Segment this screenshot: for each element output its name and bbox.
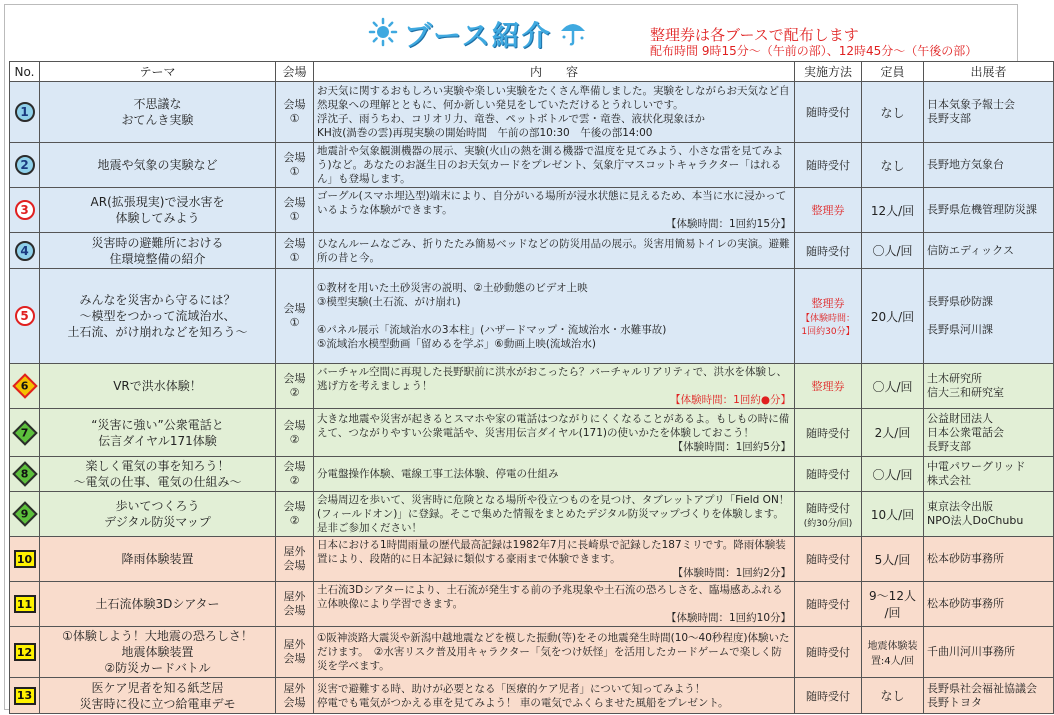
experience-duration: 【体験時間：1回約15分】 (665, 218, 791, 230)
booth-capacity: 5人/回 (862, 537, 924, 582)
table-row (10, 143, 1054, 188)
method-note: (約30分/回) (803, 518, 853, 529)
booth-capacity: なし (862, 82, 924, 143)
booth-number-cell (10, 188, 40, 233)
booth-method (795, 82, 862, 143)
booth-description: 大きな地震や災害が起きるとスマホや家の電話はつながりにくくなることがあるよ。もしもの時に備えて、つながりやすい公衆電話や、災害用伝言ダイヤル(171)の使いかたを体験しておこう！ 【体験時間：1回約5分】 (314, 409, 795, 457)
booth-theme: みんなを災害から守るには？ ～模型をつかって流域治水、 土石流、がけ崩れなどを知ろう～ (40, 269, 276, 364)
booth-number-cell (10, 627, 40, 678)
table-row (10, 188, 1054, 233)
number-circle-badge: 3 (15, 200, 35, 220)
booth-theme: ①体験しよう！大地震の恐ろしさ！ 地震体験装置 ②防災カードバトル (40, 627, 276, 678)
booth-venue: 会場① (276, 233, 314, 269)
booth-description: ひなんルームなごみ、折りたたみ簡易ベッドなどの防災用品の展示。災害用簡易トイレの実演。避難所の昔と今。 (314, 233, 795, 269)
booth-exhibitor: 松本砂防事務所 (924, 537, 1054, 582)
page-title-block (368, 14, 588, 54)
booth-number-cell (10, 492, 40, 537)
booth-description: ゴーグル(スマホ埋込型)端末により、自分がいる場所が浸水状態に見えるため、本当に水に浸かっているような体験ができます。 【体験時間：1回約15分】 (314, 188, 795, 233)
booth-number-cell (10, 269, 40, 364)
booth-venue: 会場② (276, 409, 314, 457)
booth-description: 日本における1時間雨量の歴代最高記録は1982年7月に長崎県で記録した187ミリです。降雨体験装置により、段階的に日本記録に類似する豪雨まで体験できます。 【体験時間：1回約2分】 (314, 537, 795, 582)
booth-description: 会場周辺を歩いて、災害時に危険となる場所や役立つものを見つけ、タブレットアプリ「Field ON！(フィールドオン)」に登録。そこで集めた情報をまとめたデジタル防災マップづくりを体験します。是非ご参加ください！ (314, 492, 795, 537)
col-method: 実施方法 (795, 62, 862, 82)
number-circle-badge: 4 (15, 241, 35, 261)
table-row (10, 537, 1054, 582)
ticket-notice: 整理券は各ブースで配布します (650, 26, 859, 44)
method-label: 随時受付 (806, 244, 850, 258)
booth-theme: 災害時の避難所における 住環境整備の紹介 (40, 233, 276, 269)
booth-venue: 会場② (276, 492, 314, 537)
booth-table (9, 61, 1054, 714)
number-diamond-badge: 9 (12, 501, 37, 526)
booth-theme: 楽しく電気の事を知ろう！ ～電気の仕事、電気の仕組み～ (40, 457, 276, 492)
table-row (10, 492, 1054, 537)
booth-theme: 医ケア児者を知る紙芝居 災害時に役に立つ給電車デモ (40, 678, 276, 714)
booth-venue: 屋外 会場 (276, 582, 314, 627)
method-label: 随時受付 (806, 468, 850, 481)
booth-description: ①阪神淡路大震災や新潟中越地震などを模した振動(等)をその地震発生時間(10～40秒程度)体験いただけます。 ②水害リスク普及用キャラクター「気をつけ妖怪」を活用したカードゲームで楽しく防災を学べます。 (314, 627, 795, 678)
booth-method (795, 233, 862, 269)
method-label: 随時受付 (806, 646, 850, 659)
col-venue: 会場 (276, 62, 314, 82)
booth-method (795, 188, 862, 233)
booth-venue: 会場① (276, 188, 314, 233)
booth-theme: 歩いてつくろう デジタル防災マップ (40, 492, 276, 537)
number-square-badge: 11 (14, 595, 36, 613)
method-label: 随時受付 (806, 159, 850, 172)
booth-capacity: なし (862, 143, 924, 188)
booth-exhibitor: 中電パワーグリッド 株式会社 (924, 457, 1054, 492)
booth-description: お天気に関するおもしろい実験や楽しい実験をたくさん準備しました。実験をしながらお天気など自然現象への理解とともに、何か新しい発見をしていただけるとうれしいです。 浮沈子、雨うちわ、コリオリ力、竜巻、ペットボトルで雲・竜巻、液状化現象ほか KH波(渦巻の雲)再現実験の開始時間 午前の部10:30 午後の部14:00 (314, 82, 795, 143)
method-label: 整理券 (811, 297, 845, 310)
booth-method (795, 364, 862, 409)
booth-method (795, 457, 862, 492)
booth-venue: 屋外 会場 (276, 537, 314, 582)
booth-venue: 会場① (276, 143, 314, 188)
booth-number-cell (10, 457, 40, 492)
booth-venue: 屋外 会場 (276, 627, 314, 678)
booth-theme: AR(拡張現実)で浸水害を 体験してみよう (40, 188, 276, 233)
booth-capacity: 12人/回 (862, 188, 924, 233)
booth-exhibitor: 千曲川河川事務所 (924, 627, 1054, 678)
table-row (10, 269, 1054, 364)
booth-theme: 土石流体験3Dシアター (40, 582, 276, 627)
booth-method (795, 627, 862, 678)
booth-exhibitor: 長野県社会福祉協議会 長野トヨタ (924, 678, 1054, 714)
experience-duration: 【体験時間：1回約2分】 (672, 567, 791, 579)
booth-description: 災害で避難する時、助けが必要となる「医療的ケア児者」について知ってみよう！ 停電でも電気がつかえる車を見てみよう！ 車の電気でふくらませた風船をプレゼント。 (314, 678, 795, 714)
method-label: 随時受付 (806, 426, 850, 440)
number-circle-badge: 1 (15, 102, 35, 122)
booth-venue: 屋外 会場 (276, 678, 314, 714)
method-label: 随時受付 (806, 501, 850, 515)
booth-capacity: 〇人/回 (862, 364, 924, 409)
booth-description: 土石流3Dシアターにより、土石流が発生する前の予兆現象や土石流の恐ろしさを、臨場感あふれる立体映像により学習できます。 【体験時間：1回約10分】 (314, 582, 795, 627)
table-row (10, 409, 1054, 457)
booth-method (795, 678, 862, 714)
booth-number-cell (10, 409, 40, 457)
booth-theme: 地震や気象の実験など (40, 143, 276, 188)
booth-number-cell (10, 82, 40, 143)
col-no: No. (10, 62, 40, 82)
booth-description: 地震計や気象観測機器の展示、実験(火山の熱を測る機器で温度を見てみよう、小さな雷を見てみよう)など。あなたのお誕生日のお天気カードをプレゼント、気象庁マスコットキャラクター「はれるん」も登場します。 (314, 143, 795, 188)
table-row (10, 457, 1054, 492)
booth-exhibitor: 松本砂防事務所 (924, 582, 1054, 627)
booth-exhibitor: 日本気象予報士会 長野支部 (924, 82, 1054, 143)
booth-capacity: 〇人/回 (862, 457, 924, 492)
booth-exhibitor: 長野県砂防課 長野県河川課 (924, 269, 1054, 364)
number-circle-badge: 2 (15, 155, 35, 175)
col-exhibitor: 出展者 (924, 62, 1054, 82)
method-note: 【体験時間： 1回約30分】 (800, 314, 855, 337)
booth-theme: 降雨体験装置 (40, 537, 276, 582)
method-label: 随時受付 (806, 553, 850, 566)
sun-icon (368, 17, 398, 51)
table-row (10, 627, 1054, 678)
booth-exhibitor: 東京法令出版 NPO法人DoChubu (924, 492, 1054, 537)
booth-venue: 会場② (276, 457, 314, 492)
booth-description: 分電盤操作体験、電線工事工法体験、停電の仕組み (314, 457, 795, 492)
booth-number-cell (10, 364, 40, 409)
booth-number-cell (10, 537, 40, 582)
booth-description: バーチャル空間に再現した長野駅前に洪水がおこったら？バーチャルリアリティで、洪水を体験し、逃げ方を考えましょう！ 【体験時間：1回約●分】 (314, 364, 795, 409)
booth-venue: 会場① (276, 82, 314, 143)
col-theme: テーマ (40, 62, 276, 82)
number-circle-badge: 5 (15, 306, 35, 326)
method-label: 随時受付 (806, 598, 850, 611)
booth-exhibitor: 長野県危機管理防災課 (924, 188, 1054, 233)
page-title: ブース紹介 (404, 19, 552, 52)
booth-number-cell (10, 143, 40, 188)
experience-duration: 【体験時間：1回約5分】 (672, 440, 791, 453)
ticket-time: 配布時間 9時15分～（午前の部）、12時45分～（午後の部） (650, 44, 978, 58)
booth-capacity: なし (862, 678, 924, 714)
booth-number-cell (10, 233, 40, 269)
booth-venue: 会場① (276, 269, 314, 364)
experience-duration: 【体験時間：1回約10分】 (665, 612, 791, 624)
booth-theme: VRで洪水体験！ (40, 364, 276, 409)
header-row (10, 62, 1054, 82)
booth-capacity: 地震体験装置:4人/回 (862, 627, 924, 678)
table-row (10, 233, 1054, 269)
booth-method (795, 537, 862, 582)
booth-theme: 不思議な おてんき実験 (40, 82, 276, 143)
header (0, 0, 1024, 62)
number-diamond-badge: 8 (12, 461, 37, 486)
booth-method (795, 582, 862, 627)
table-row (10, 82, 1054, 143)
booth-method (795, 269, 862, 364)
col-content: 内 容 (314, 62, 795, 82)
number-square-badge: 12 (14, 643, 36, 661)
booth-venue: 会場② (276, 364, 314, 409)
booth-method (795, 492, 862, 537)
table-row (10, 364, 1054, 409)
method-label: 整理券 (811, 380, 845, 393)
booth-capacity: 2人/回 (862, 409, 924, 457)
number-square-badge: 10 (14, 550, 36, 568)
booth-exhibitor: 公益財団法人 日本公衆電話会 長野支部 (924, 409, 1054, 457)
booth-capacity: 20人/回 (862, 269, 924, 364)
table-row (10, 678, 1054, 714)
method-label: 随時受付 (806, 106, 850, 119)
booth-description: ①教材を用いた土砂災害の説明、②土砂動態のビデオ上映 ③模型実験(土石流、がけ崩れ) ④パネル展示「流域治水の3本柱」(ハザードマップ・流域治水・水難事故) ⑤流域治水模型動画「留めるを学ぶ」⑥動画上映(流域治水) (314, 269, 795, 364)
booth-exhibitor: 長野地方気象台 (924, 143, 1054, 188)
method-label: 随時受付 (806, 689, 850, 703)
booth-method (795, 409, 862, 457)
number-diamond-badge: 6 (12, 373, 37, 398)
booth-number-cell (10, 678, 40, 714)
table-row (10, 582, 1054, 627)
booth-capacity: 10人/回 (862, 492, 924, 537)
experience-duration: 【体験時間：1回約●分】 (670, 394, 791, 406)
booth-capacity: 9～12人 /回 (862, 582, 924, 627)
number-square-badge: 13 (14, 687, 36, 705)
number-diamond-badge: 7 (12, 420, 37, 445)
booth-number-cell (10, 582, 40, 627)
method-label: 整理券 (811, 204, 845, 217)
booth-exhibitor: 信防エディックス (924, 233, 1054, 269)
table-body (10, 82, 1054, 714)
booth-method (795, 143, 862, 188)
col-capacity: 定員 (862, 62, 924, 82)
booth-capacity: 〇人/回 (862, 233, 924, 269)
booth-exhibitor: 土木研究所 信大三和研究室 (924, 364, 1054, 409)
umbrella-icon (558, 17, 588, 51)
booth-theme: “災害に強い”公衆電話と 伝言ダイヤル171体験 (40, 409, 276, 457)
